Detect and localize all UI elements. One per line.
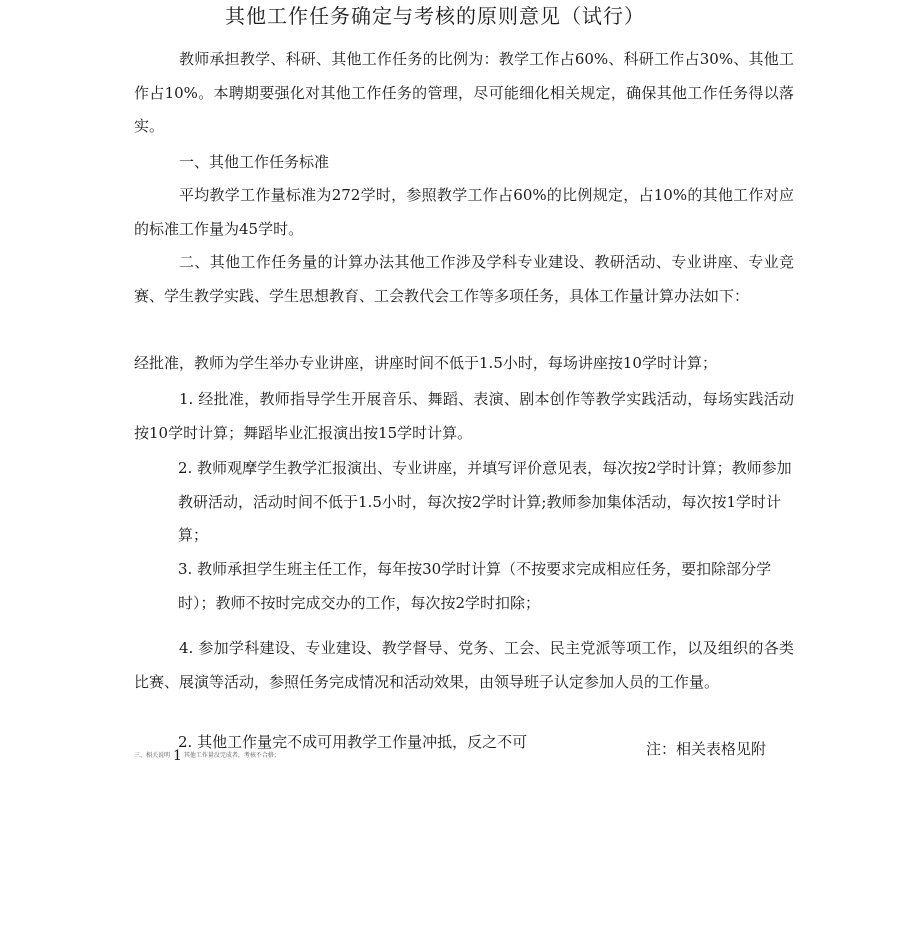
intro-paragraph: 教师承担教学、科研、其他工作任务的比例为：教学工作占60%、科研工作占30%、其他工作占10%。本聘期要强化对其他工作任务的管理，尽可能细化相关规定，确保其他工作任务得以落实。 [134, 50, 794, 135]
section1-body: 平均教学工作量标准为272学时，参照教学工作占60%的比例规定，占10%的其他工作对应的标准工作量为45学时。 [134, 186, 794, 238]
rule-item-3: 3. 教师承担学生班主任工作，每年按30学时计算（不按要求完成相应任务，要扣除部分学时）；教师不按时完成交办的工作，每次按2学时扣除； [178, 560, 772, 612]
rule-item-1: 1. 经批准，教师指导学生开展音乐、舞蹈、表演、剧本创作等教学实践活动，每场实践活动按10学时计算；舞蹈毕业汇报演出按15学时计算。 [134, 390, 794, 442]
section3-text: 其他工作量没完成者，考核不合格； [183, 752, 280, 759]
rule-item-2: 2. 教师观摩学生教学汇报演出、专业讲座，并填写评价意见表，每次按2学时计算；教师参加教研活动，活动时间不低于1.5小时，每次按2学时计算;教师参加集体活动，每次按1学时计算； [178, 459, 792, 544]
lecture-rule: 经批准，教师为学生举办专业讲座，讲座时间不低于1.5小时，每场讲座按10学时计算； [134, 354, 717, 372]
section1-heading: 一、其他工作任务标准 [179, 153, 330, 171]
section3-label: 三、相关说明 [134, 752, 171, 759]
section3-number: 1 [172, 748, 182, 764]
section3-line [134, 748, 280, 764]
appendix-note: 注：相关表格见附 [646, 740, 767, 758]
document-title: 其他工作任务确定与考核的原则意见（试行） [225, 4, 645, 28]
rule-item-4: 4. 参加学科建设、专业建设、教学督导、党务、工会、民主党派等项工作，以及组织的各类比赛、展演等活动，参照任务完成情况和活动效果，由领导班子认定参加人员的工作量。 [134, 639, 794, 691]
offset-rule: 2. 其他工作量完不成可用教学工作量冲抵，反之不可 [178, 733, 528, 751]
section2-intro: 二、其他工作任务量的计算办法其他工作涉及学科专业建设、教研活动、专业讲座、专业竞赛、学生教学实践、学生思想教育、工会教代会工作等多项任务，具体工作量计算办法如下： [134, 253, 794, 305]
